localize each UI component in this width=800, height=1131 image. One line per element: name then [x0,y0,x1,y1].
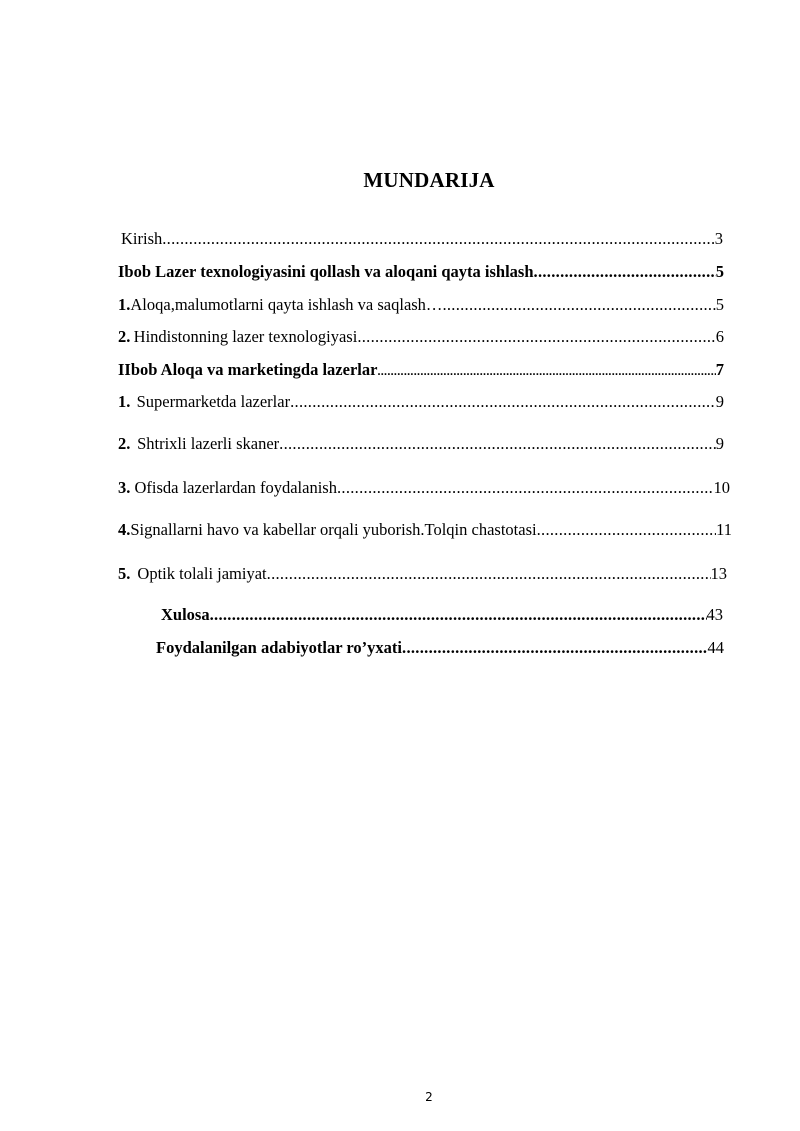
toc-leader-dots [537,520,717,540]
toc-entry-page: 11 [716,520,732,539]
toc-entry-page: 10 [713,478,730,497]
toc-entry-page: 3 [714,229,723,248]
toc-chapter-number: I [118,262,125,281]
toc-entry-page: 9 [715,434,724,453]
toc-entry-2-5[interactable] [118,564,727,584]
toc-section-number: 3. [118,478,131,497]
toc-leader-dots [402,638,707,658]
toc-entry-references[interactable] [156,638,724,658]
toc-section-number: 2. [118,327,131,346]
toc-entry-label: Ofisda lazerlardan foydalanish [134,478,337,497]
toc-entry-1-1[interactable] [118,295,724,315]
toc-entry-label: Signallarni havo va kabellar orqali yuborish.Tolqin chastotasi [130,520,537,539]
toc-leader-dots [357,327,715,347]
toc-leader-dots [162,229,715,249]
toc-leader-dots [337,478,714,498]
toc-entry-label: Foydalanilgan adabiyotlar ro’yxati [156,638,403,657]
toc-entry-1-2[interactable] [118,327,724,347]
toc-entry-2-2[interactable] [118,434,724,454]
toc-leader-dots [279,434,716,454]
toc-chapter-2[interactable] [118,360,724,381]
toc-entry-2-4[interactable] [118,520,732,540]
toc-entry-label: bob Aloqa va marketingda lazerlar [130,360,378,379]
toc-entry-page: 6 [715,327,724,346]
toc-leader-dots [267,564,711,584]
toc-entry-xulosa[interactable] [161,605,723,625]
toc-entry-label: Hindistonning lazer texnologiyasi [133,327,358,346]
toc-entry-label: bob Lazer texnologiyasini qollash va aloqani qayta ishlash [124,262,534,281]
toc-leader-dots [442,295,715,315]
toc-section-number: 2. [118,434,131,453]
toc-entry-label: Xulosa [161,605,210,624]
toc-leader-dots [210,605,707,625]
toc-entry-label: Supermarketda lazerlar [136,392,291,411]
toc-entry-page: 43 [706,605,723,624]
toc-entry-page: 5 [715,262,724,281]
toc-chapter-number: II [118,360,131,379]
toc-leader-dots [534,262,716,282]
page-title: MUNDARIJA [363,168,495,192]
toc-section-number: 1. [118,392,131,411]
toc-entry-page: 7 [715,360,724,379]
toc-entry-page: 9 [715,392,724,411]
toc-leader-dots [377,361,715,381]
toc-section-number: 1. [118,295,131,314]
toc-entry-label: Optik tolali jamiyat [137,564,267,583]
toc-chapter-1[interactable] [118,262,724,282]
toc-entry-2-1[interactable] [118,392,724,412]
toc-section-number: 5. [118,564,131,583]
toc-entry-kirish[interactable] [121,229,723,249]
toc-entry-2-3[interactable] [118,478,730,498]
toc-entry-page: 44 [707,638,724,657]
toc-entry-page: 13 [710,564,727,583]
toc-entry-label: Shtrixli lazerli skaner [137,434,280,453]
toc-leader-dots [290,392,716,412]
toc-section-number: 4. [118,520,131,539]
toc-entry-label: Kirish [121,229,163,248]
toc-entry-label: Aloqa,malumotlarni qayta ishlash va saqlash… [130,295,443,314]
page-number: 2 [425,1090,433,1104]
toc-entry-page: 5 [715,295,724,314]
